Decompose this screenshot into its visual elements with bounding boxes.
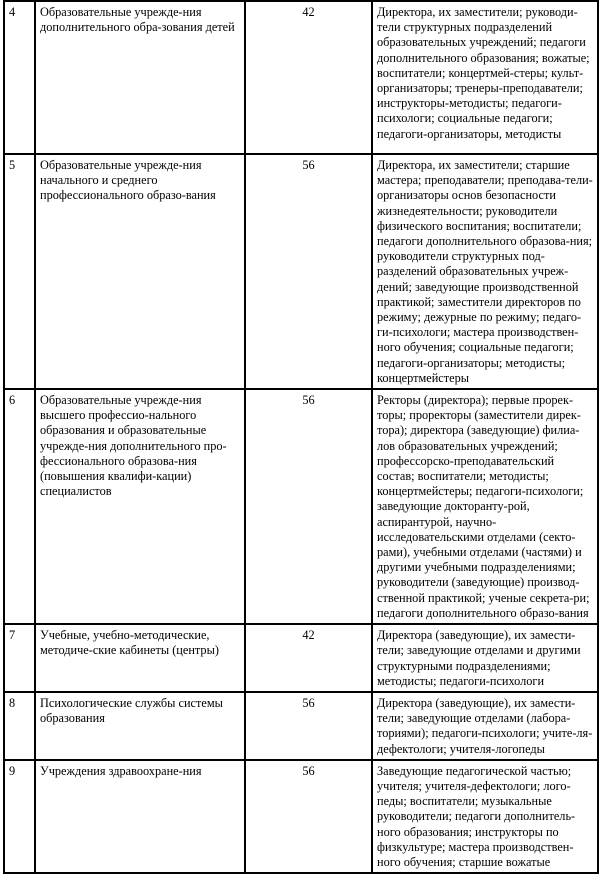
hours-value: 56: [245, 692, 372, 760]
hours-value: 56: [245, 389, 372, 624]
table-row: [4, 692, 598, 760]
staff-list: Заведующие педагогической частью; учителя; учителя-дефектологи; лого-педы; воспитатели; музыкальные руководители; педагоги дополнитель-ного образования; инструкторы по физкультуре; мастера производствен-ного обучения; старшие вожатые: [372, 760, 598, 873]
staff-list: Директора, их заместители; руководи-тели структурных подразделений образовательных учреждений; педагоги дополнительного образования; вожатые; воспитатели; концертмей-стеры; культ-организаторы; тренеры-преподаватели; инструкторы-методисты; педагоги-психологи; социальные педагоги; педагоги-организаторы, методисты: [372, 1, 598, 154]
row-number: 9: [4, 760, 35, 873]
hours-value: 56: [245, 154, 372, 389]
staff-list: Директора (заведующие), их замести-тели; заведующие отделами и другими структурными подразделениями; методисты; педагоги-психологи: [372, 624, 598, 692]
hours-value: 42: [245, 624, 372, 692]
row-number: 5: [4, 154, 35, 389]
staff-table: [3, 0, 599, 874]
hours-value: 42: [245, 1, 372, 154]
row-number: 7: [4, 624, 35, 692]
hours-value: 56: [245, 760, 372, 873]
table-row: [4, 1, 598, 154]
row-number: 4: [4, 1, 35, 154]
row-number: 6: [4, 389, 35, 624]
staff-list: Директора (заведующие), их замести-тели; заведующие отделами (лабора-ториями); педагоги-психологи; учите-ля-дефектологи; учителя-логопеды: [372, 692, 598, 760]
institution-name: Образовательные учрежде-ния высшего профессио-нального образования и образовательные учрежде-ния дополнительного про-фессионального образова-ния (повышения квалифи-кации) специалистов: [35, 389, 245, 624]
table-row: [4, 624, 598, 692]
institution-name: Учреждения здравоохране-ния: [35, 760, 245, 873]
institution-name: Образовательные учрежде-ния дополнительного обра-зования детей: [35, 1, 245, 154]
institution-name: Психологические службы системы образования: [35, 692, 245, 760]
institution-name: Учебные, учебно-методические, методиче-ские кабинеты (центры): [35, 624, 245, 692]
table-row: [4, 760, 598, 873]
institution-name: Образовательные учрежде-ния начального и среднего профессионального образо-вания: [35, 154, 245, 389]
row-number: 8: [4, 692, 35, 760]
staff-list: Ректоры (директора); первые прорек-торы; проректоры (заместители дирек-тора); директора (заведующие) филиа-лов образовательных учреждений; профессорско-преподавательский состав; воспитатели; методисты; концертмейстеры; педагоги-психологи; заведующие докторанту-рой, аспирантурой, научно-исследовательскими отделами (секто-рами), учебными отделами (частями) и другими учебными подразделениями; руководители (заведующие) производ-ственной практикой; ученые секрета-ри; педагоги дополнительного образо-вания: [372, 389, 598, 624]
table-row: [4, 389, 598, 624]
table-row: [4, 154, 598, 389]
staff-list: Директора, их заместители; старшие мастера; преподаватели; преподава-тели-организаторы основ безопасности жизнедеятельности; руководители физического воспитания; воспитатели; педагоги дополнительного образова-ния; руководители структурных под-разделений образовательных учреж-дений; заведующие производственной практикой; заместители директоров по режиму; дежурные по режиму; педаго-ги-психологи; мастера производствен-ного обучения; социальные педагоги; педагоги-организаторы; методисты; концертмейстеры: [372, 154, 598, 389]
